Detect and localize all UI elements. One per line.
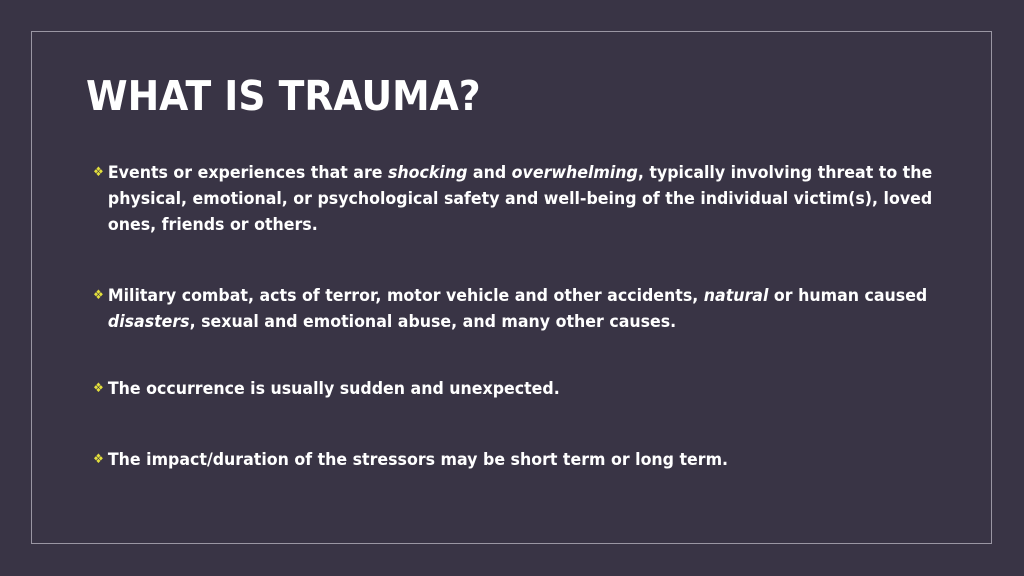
bullet-text: , typically involving threat to the physical, emotional, or psychological safety and well-being of the individual victim(s), loved ones, friends or others. (107, 163, 933, 235)
emphasis-text: shocking (387, 163, 468, 183)
bullet-text: Military combat, acts of terror, motor vehicle and other accidents, (107, 286, 704, 306)
bullet-list (93, 160, 943, 473)
bullet-definition (93, 160, 945, 238)
bullet-text: or human caused (768, 286, 928, 306)
diamond-bullet-icon: ❖ (93, 165, 104, 180)
emphasis-text: overwhelming (511, 163, 638, 183)
emphasis-text: disasters (107, 312, 190, 332)
slide-title: WHAT IS TRAUMA? (86, 72, 481, 120)
bullet-examples (93, 283, 945, 335)
bullet-occurrence (93, 376, 945, 402)
diamond-bullet-icon: ❖ (93, 288, 104, 303)
diamond-bullet-icon: ❖ (93, 452, 104, 467)
emphasis-text: natural (703, 286, 769, 306)
bullet-impact (93, 447, 945, 473)
bullet-text: The occurrence is usually sudden and unexpected. (107, 379, 560, 399)
diamond-bullet-icon: ❖ (93, 381, 104, 396)
bullet-text: , sexual and emotional abuse, and many other causes. (189, 312, 677, 332)
bullet-text: Events or experiences that are (107, 163, 388, 183)
bullet-text: The impact/duration of the stressors may be short term or long term. (107, 450, 729, 470)
bullet-text: and (467, 163, 512, 183)
